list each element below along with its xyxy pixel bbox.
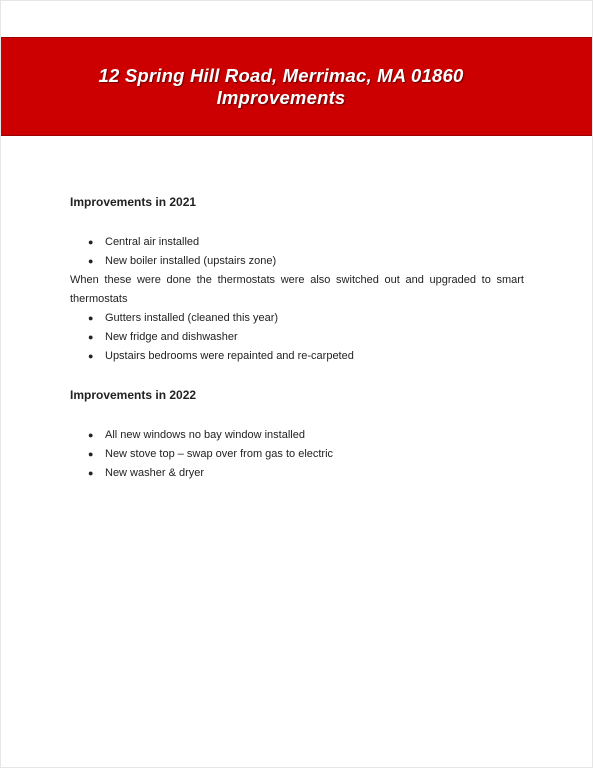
banner-title: [1, 65, 561, 109]
list-2021-a: [70, 233, 524, 271]
bullet-icon: ●: [88, 351, 94, 361]
thermostat-note: When these were done the thermostats were also switched out and upgraded to smart thermostats: [70, 274, 524, 305]
document-body: [70, 193, 524, 483]
list-item: ● New washer & dryer: [70, 464, 524, 483]
list-item: ● Central air installed: [70, 233, 524, 252]
bullet-icon: ●: [88, 430, 94, 440]
header-banner: [1, 37, 592, 136]
bullet-icon: ●: [88, 449, 94, 459]
bullet-icon: ●: [88, 468, 94, 478]
list-item: ● New boiler installed (upstairs zone): [70, 252, 524, 271]
list-2021-b: [70, 309, 524, 366]
section-heading-2021: Improvements in 2021: [70, 195, 197, 209]
list-item: ● All new windows no bay window installed: [70, 426, 524, 445]
bullet-icon: ●: [88, 332, 94, 342]
section-heading-2022: Improvements in 2022: [70, 388, 197, 402]
list-item: ● New stove top – swap over from gas to electric: [70, 445, 524, 464]
list-item: ● Upstairs bedrooms were repainted and re-carpeted: [70, 347, 524, 366]
list-2022: [70, 426, 524, 483]
bullet-icon: ●: [88, 256, 94, 266]
banner-address: 12 Spring Hill Road, Merrimac, MA 01860: [98, 65, 464, 86]
banner-subtitle: Improvements: [216, 87, 346, 108]
bullet-icon: ●: [88, 237, 94, 247]
bullet-icon: ●: [88, 313, 94, 323]
list-item: ● Gutters installed (cleaned this year): [70, 309, 524, 328]
list-item: ● New fridge and dishwasher: [70, 328, 524, 347]
